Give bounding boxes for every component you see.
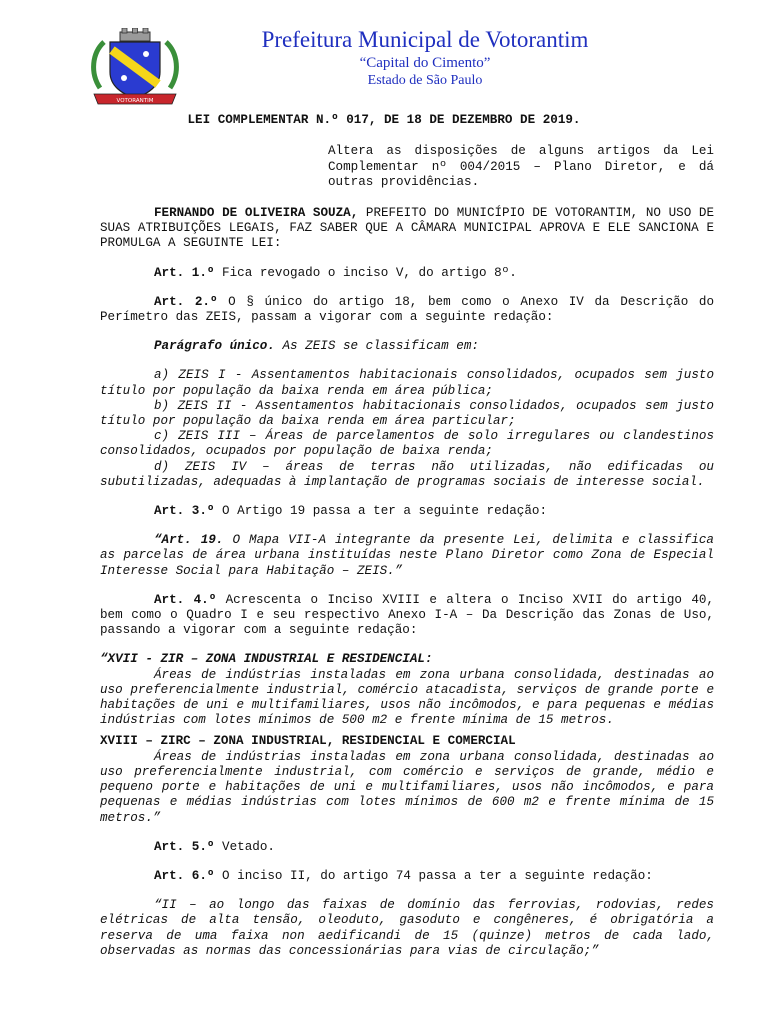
article-4-text: Acrescenta o Inciso XVIII e altera o Inciso XVII do artigo 40, bem como o Quadro I e seu respectivo Anexo I-A – Da Descrição das Zonas de Uso, passando a vigorar com a seguinte redação: — [100, 592, 714, 638]
preamble — [100, 206, 714, 252]
article-2 — [100, 295, 714, 325]
paragraph-label: Parágrafo único. — [154, 339, 275, 354]
article-3-label: Art. 3.º — [154, 504, 215, 519]
article-3 — [100, 504, 714, 519]
article-6-label: Art. 6.º — [154, 868, 215, 883]
article-19-label: “Art. 19. — [154, 533, 224, 548]
state-name: Estado de São Paulo — [367, 73, 483, 88]
zeis-item-a: a) ZEIS I - Assentamentos habitacionais consolidados, ocupados sem justo título por população da baixa renda em área pública; — [100, 368, 714, 398]
article-6 — [100, 869, 714, 884]
zeis-item-b: b) ZEIS II - Assentamentos habitacionais consolidados, ocupados sem justo título por população da baixa renda em área particular; — [100, 398, 714, 429]
coat-of-arms-icon — [88, 28, 182, 108]
article-5-text: Vetado. — [214, 839, 275, 854]
slogan: “Capital do Cimento” — [359, 55, 491, 71]
letterhead — [250, 26, 600, 89]
article-1-label: Art. 1.º — [154, 265, 215, 280]
article-6-text: O inciso II, do artigo 74 passa a ter a seguinte redação: — [214, 868, 653, 883]
preamble-text: PREFEITO DO MUNICÍPIO DE VOTORANTIM, NO USO DE SUAS ATRIBUIÇÕES LEGAIS, FAZ SABER QUE A CÂMARA MUNICIPAL APROVA E ELE SANCIONA E PROMULGA A SEGUINTE LEI: — [100, 206, 715, 251]
paragraph-text: As ZEIS se classificam em: — [274, 339, 479, 354]
inciso-xviii-title — [100, 734, 714, 749]
mayor-name: FERNANDO DE OLIVEIRA SOUZA, — [154, 206, 359, 220]
article-4-label: Art. 4.º — [154, 592, 217, 607]
article-2-text: O § único do artigo 18, bem como o Anexo IV da Descrição do Perímetro das ZEIS, passam a vigorar com a seguinte redação: — [100, 294, 715, 325]
article-1 — [100, 266, 714, 281]
article-2-paragraph — [100, 339, 714, 354]
law-body — [100, 206, 714, 959]
article-1-text: Fica revogado o inciso V, do artigo 8º. — [214, 265, 517, 280]
crest-banner-text: VOTORANTIM — [116, 98, 154, 104]
article-2-label: Art. 2.º — [154, 294, 218, 309]
article-4 — [100, 593, 714, 639]
zeis-item-d: d) ZEIS IV – áreas de terras não utilizadas, não edificadas ou subutilizadas, adequadas à implantação de programas sociais de interesse social. — [100, 459, 714, 489]
municipality-name: Prefeitura Municipal de Votorantim — [261, 27, 589, 52]
inciso-xvii-text: Áreas de indústrias instaladas em zona urbana consolidada, destinadas ao uso preferencialmente industrial, comércio atacadista, serviços de grande porte e habitações de uni e multifamiliares, usos não incômodos, e para pequenas e médias indústrias com lotes mínimos de 500 m2 e frente mínima de 15 metros. — [100, 667, 714, 728]
inciso-xvii-heading: “XVII - ZIR – ZONA INDUSTRIAL E RESIDENCIAL: — [100, 652, 433, 667]
inciso-xviii-heading: XVIII – ZIRC – ZONA INDUSTRIAL, RESIDENCIAL E COMERCIAL — [100, 734, 516, 749]
inciso-xvii-title — [100, 652, 714, 667]
article-19-text: O Mapa VII-A integrante da presente Lei, delimita e classifica as parcelas de área urbana instituídas neste Plano Diretor como Zona de Especial Interesse Social para Habitação – ZEIS.” — [100, 533, 714, 578]
inciso-xviii-text: Áreas de indústrias instaladas em zona urbana consolidada, destinadas ao uso preferencialmente industrial, com comércio e serviços de grande, médio e pequeno porte e habitações de uni e multifamiliares, usos não incômodos, e para pequenas e médias indústrias com lotes mínimos de 600 m2 e frente mínima de 15 metros.” — [100, 749, 714, 825]
article-5 — [100, 840, 714, 855]
article-6-quote: “II – ao longo das faixas de domínio das ferrovias, rodovias, redes elétricas de alta tensão, oleoduto, gasoduto e congêneres, é obrigatória a reserva de uma faixa non aedificandi de 15 (quinze) metros de cada lado, observadas as normas das concessionárias para vias de circulação;” — [100, 898, 714, 958]
article-3-text: O Artigo 19 passa a ter a seguinte redação: — [214, 504, 547, 519]
zeis-item-c: c) ZEIS III – Áreas de parcelamentos de solo irregulares ou clandestinos consolidados, ocupados por população de baixa renda; — [100, 429, 714, 459]
law-title: LEI COMPLEMENTAR N.º 017, DE 18 DE DEZEMBRO DE 2019. — [187, 113, 581, 127]
ementa: Altera as disposições de alguns artigos da Lei Complementar nº 004/2015 – Plano Diretor, e dá outras providências. — [328, 144, 714, 189]
article-3-quote — [100, 533, 714, 579]
article-5-label: Art. 5.º — [154, 839, 215, 854]
